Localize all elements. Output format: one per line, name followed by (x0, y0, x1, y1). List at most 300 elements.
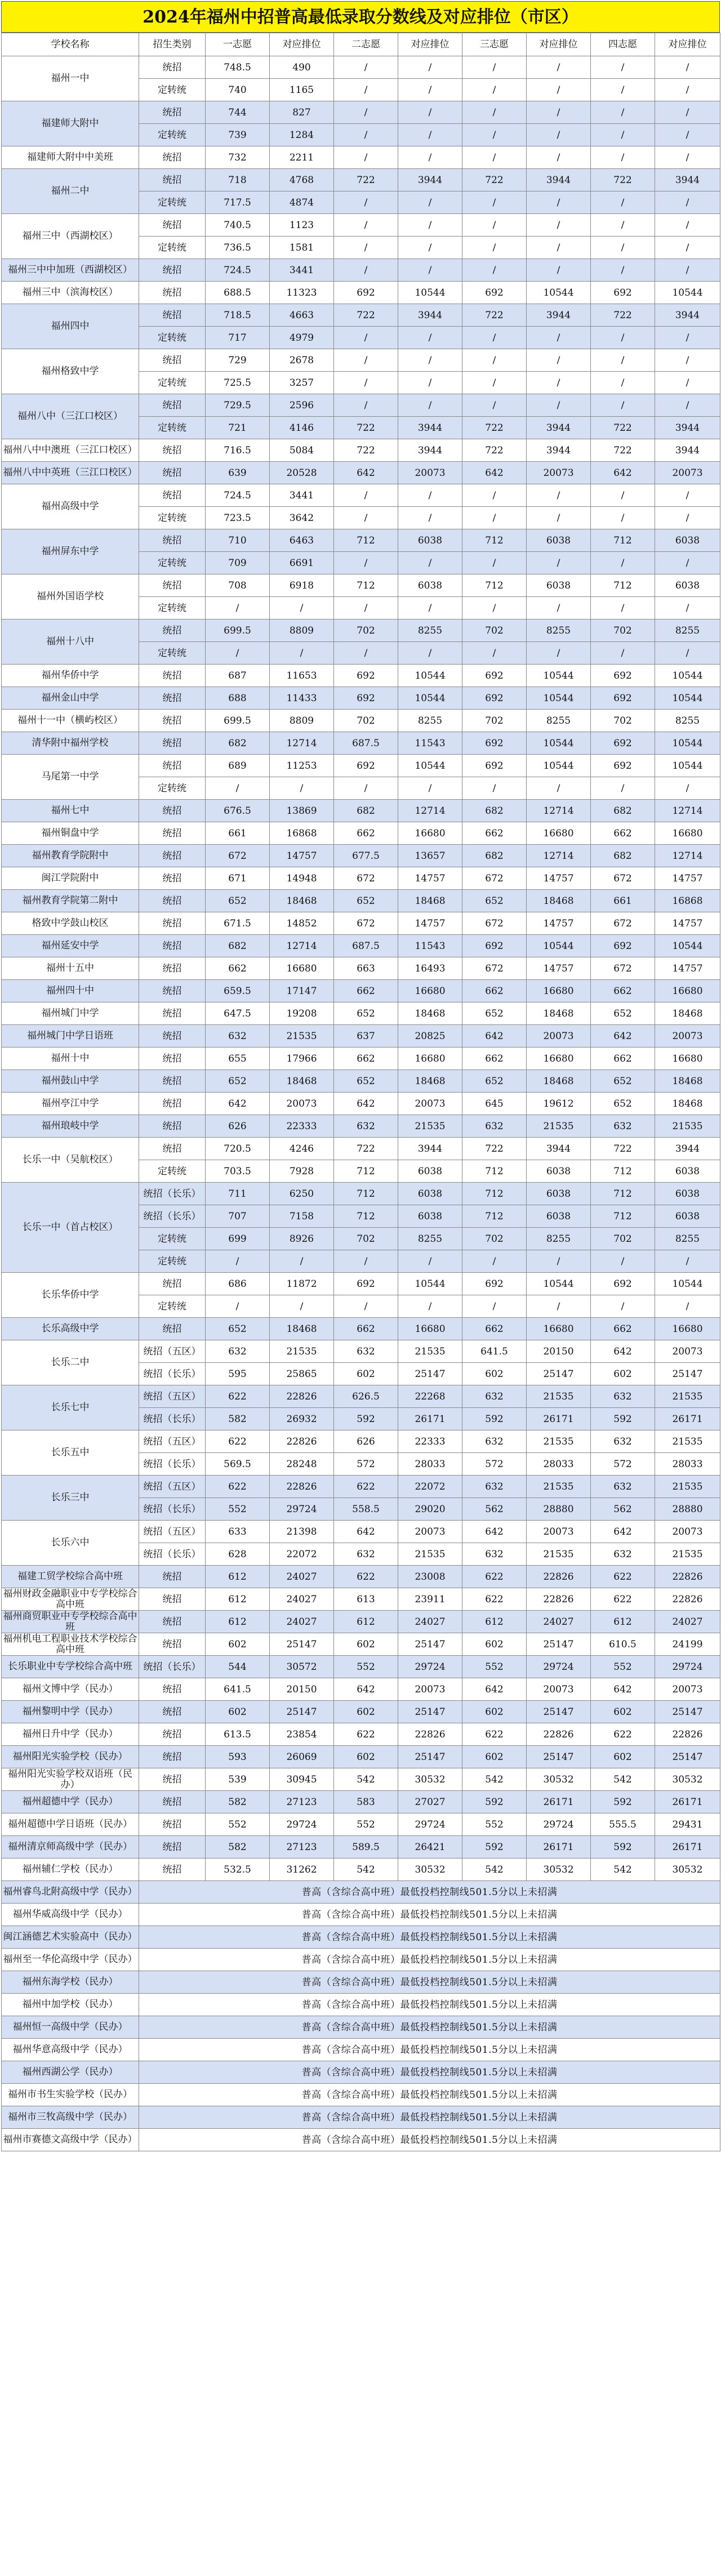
value-cell: 672 (206, 845, 270, 867)
value-cell: 641.5 (206, 1678, 270, 1701)
value-cell: 692 (591, 935, 655, 957)
value-cell: 722 (462, 1138, 527, 1160)
value-cell: 593 (206, 1746, 270, 1768)
value-cell: 662 (462, 980, 527, 1002)
school-name-cell: 福州城门中学 (2, 1002, 139, 1025)
value-cell: 6038 (655, 1205, 720, 1228)
value-cell: 682 (462, 800, 527, 822)
category-cell: 统招（长乐） (139, 1408, 206, 1430)
value-cell: 28880 (527, 1498, 591, 1521)
value-cell: 3944 (398, 417, 462, 439)
table-row (2, 439, 720, 462)
value-cell: 612 (206, 1566, 270, 1588)
value-cell: 662 (591, 1318, 655, 1340)
category-cell: 统招（长乐） (139, 1183, 206, 1205)
value-cell: 721 (206, 417, 270, 439)
category-cell: 定转统 (139, 191, 206, 214)
value-cell: 718.5 (206, 304, 270, 327)
value-cell: 722 (462, 417, 527, 439)
value-cell: 25147 (398, 1701, 462, 1723)
school-name-cell: 福州八中（三江口校区） (2, 394, 139, 439)
value-cell: / (398, 327, 462, 349)
category-cell: 统招 (139, 349, 206, 372)
value-cell: / (462, 79, 527, 101)
value-cell: 671.5 (206, 912, 270, 935)
value-cell: 8255 (527, 620, 591, 642)
value-cell: / (398, 79, 462, 101)
value-cell: 602 (462, 1633, 527, 1656)
school-name-cell: 福州阳光实验学校双语班（民办） (2, 1768, 139, 1791)
category-cell: 统招 (139, 822, 206, 845)
category-cell: 统招 (139, 1701, 206, 1723)
value-cell: 677.5 (334, 845, 398, 867)
category-cell: 统招 (139, 484, 206, 507)
value-cell: 632 (334, 1115, 398, 1138)
value-cell: 10544 (655, 282, 720, 304)
value-cell: 676.5 (206, 800, 270, 822)
value-cell: 3944 (398, 1138, 462, 1160)
table-row (2, 1340, 720, 1363)
value-cell: 592 (462, 1791, 527, 1813)
value-cell: 722 (591, 417, 655, 439)
value-cell: 652 (462, 890, 527, 912)
value-cell: / (527, 394, 591, 417)
value-cell: 672 (334, 867, 398, 890)
value-cell: 29020 (398, 1498, 462, 1521)
value-cell: 22826 (655, 1566, 720, 1588)
school-name-cell: 福州市三牧高级中学（民办） (2, 2106, 139, 2129)
note-cell: 普高（含综合高中班）最低投档控制线501.5分以上未招满 (139, 1926, 720, 1949)
value-cell: 712 (591, 1183, 655, 1205)
table-row (2, 755, 720, 777)
value-cell: / (398, 101, 462, 124)
category-cell: 统招（长乐） (139, 1205, 206, 1228)
value-cell: 632 (591, 1476, 655, 1498)
value-cell: / (270, 777, 334, 800)
value-cell: 3944 (527, 417, 591, 439)
table-row (2, 1002, 720, 1025)
school-name-cell: 福州八中中英班（三江口校区） (2, 462, 139, 484)
value-cell: 8255 (398, 620, 462, 642)
value-cell: 652 (206, 890, 270, 912)
value-cell: 7158 (270, 1205, 334, 1228)
category-cell: 定转统 (139, 372, 206, 394)
value-cell: / (591, 237, 655, 259)
table-row (2, 1476, 720, 1498)
school-name-cell: 福州四中 (2, 304, 139, 349)
value-cell: / (527, 552, 591, 574)
value-cell: / (527, 79, 591, 101)
school-name-cell: 福州教育学院附中 (2, 845, 139, 867)
value-cell: 24027 (398, 1611, 462, 1633)
value-cell: 722 (591, 304, 655, 327)
value-cell: / (398, 507, 462, 529)
value-cell: / (591, 1295, 655, 1318)
value-cell: 3944 (655, 169, 720, 191)
category-cell: 统招 (139, 800, 206, 822)
table-row (2, 1723, 720, 1746)
value-cell: 25147 (655, 1746, 720, 1768)
school-name-cell: 福州四十中 (2, 980, 139, 1002)
value-cell: 21535 (527, 1115, 591, 1138)
category-cell: 统招（长乐） (139, 1453, 206, 1476)
value-cell: 16680 (398, 980, 462, 1002)
value-cell: 21535 (527, 1476, 591, 1498)
table-row (2, 980, 720, 1002)
value-cell: 22333 (270, 1115, 334, 1138)
table-row (2, 957, 720, 980)
value-cell: 702 (334, 710, 398, 732)
value-cell: 632 (334, 1340, 398, 1363)
value-cell: / (591, 1250, 655, 1273)
table-row (2, 1633, 720, 1656)
value-cell: 709 (206, 552, 270, 574)
category-cell: 定转统 (139, 1295, 206, 1318)
value-cell: / (334, 1250, 398, 1273)
value-cell: 622 (206, 1476, 270, 1498)
category-cell: 统招 (139, 710, 206, 732)
value-cell: / (462, 349, 527, 372)
category-cell: 统招 (139, 732, 206, 755)
value-cell: 662 (334, 822, 398, 845)
value-cell: / (591, 507, 655, 529)
value-cell: 10544 (655, 665, 720, 687)
value-cell: 692 (462, 755, 527, 777)
value-cell: 716.5 (206, 439, 270, 462)
value-cell: 18468 (655, 1093, 720, 1115)
table-row (2, 101, 720, 124)
value-cell: / (206, 777, 270, 800)
value-cell: 672 (591, 867, 655, 890)
value-cell: 633 (206, 1521, 270, 1543)
value-cell: 711 (206, 1183, 270, 1205)
category-cell: 统招 (139, 1566, 206, 1588)
value-cell: 24027 (655, 1611, 720, 1633)
school-name-cell: 福建工贸学校综合高中班 (2, 1566, 139, 1588)
value-cell: 692 (591, 1273, 655, 1295)
header-rank-4: 对应排位 (655, 33, 720, 56)
value-cell: 14757 (655, 912, 720, 935)
value-cell: / (527, 484, 591, 507)
category-cell: 统招 (139, 574, 206, 597)
value-cell: 14757 (655, 957, 720, 980)
value-cell: / (398, 1295, 462, 1318)
category-cell: 定转统 (139, 507, 206, 529)
school-name-cell: 福州超德中学（民办） (2, 1791, 139, 1813)
value-cell: 720.5 (206, 1138, 270, 1160)
value-cell: 22826 (270, 1476, 334, 1498)
value-cell: 645 (462, 1093, 527, 1115)
value-cell: / (462, 237, 527, 259)
table-row (2, 1904, 720, 1926)
value-cell: / (398, 237, 462, 259)
note-cell: 普高（含综合高中班）最低投档控制线501.5分以上未招满 (139, 2129, 720, 2151)
value-cell: 20073 (398, 462, 462, 484)
school-name-cell: 福州鼓山中学 (2, 1070, 139, 1093)
value-cell: 22072 (398, 1476, 462, 1498)
table-row (2, 1926, 720, 1949)
header-choice-2: 二志愿 (334, 33, 398, 56)
value-cell: 689 (206, 755, 270, 777)
value-cell: 3642 (270, 507, 334, 529)
value-cell: 558.5 (334, 1498, 398, 1521)
value-cell: 10544 (527, 1273, 591, 1295)
header-rank-2: 对应排位 (398, 33, 462, 56)
value-cell: 20073 (270, 1093, 334, 1115)
value-cell: 722 (591, 1138, 655, 1160)
value-cell: 25147 (398, 1746, 462, 1768)
value-cell: / (591, 372, 655, 394)
value-cell: 552 (462, 1813, 527, 1836)
value-cell: / (398, 349, 462, 372)
category-cell: 统招 (139, 755, 206, 777)
table-row (2, 1588, 720, 1611)
value-cell: / (655, 507, 720, 529)
value-cell: 25147 (270, 1633, 334, 1656)
value-cell: 11543 (398, 935, 462, 957)
value-cell: 10544 (655, 732, 720, 755)
value-cell: / (655, 1250, 720, 1273)
value-cell: 11433 (270, 687, 334, 710)
value-cell: 712 (334, 1205, 398, 1228)
table-row (2, 845, 720, 867)
page-title: 2024年福州中招普高最低录取分数线及对应排位（市区） (1, 1, 720, 33)
category-cell: 统招 (139, 845, 206, 867)
table-row (2, 1836, 720, 1859)
value-cell: 26069 (270, 1746, 334, 1768)
value-cell: 622 (334, 1566, 398, 1588)
value-cell: / (591, 777, 655, 800)
school-name-cell: 福州一中 (2, 56, 139, 101)
school-name-cell: 福州中加学校（民办） (2, 1994, 139, 2016)
value-cell: 16680 (527, 1048, 591, 1070)
school-name-cell: 福州清京师高级中学（民办） (2, 1836, 139, 1859)
note-cell: 普高（含综合高中班）最低投档控制线501.5分以上未招满 (139, 1994, 720, 2016)
value-cell: 22826 (655, 1723, 720, 1746)
value-cell: 686 (206, 1273, 270, 1295)
value-cell: 8255 (527, 710, 591, 732)
value-cell: / (591, 124, 655, 146)
value-cell: 10544 (527, 282, 591, 304)
table-row (2, 146, 720, 169)
value-cell: / (527, 327, 591, 349)
value-cell: 3944 (655, 417, 720, 439)
table-row (2, 1859, 720, 1881)
value-cell: 692 (462, 665, 527, 687)
value-cell: 632 (206, 1025, 270, 1048)
value-cell: / (462, 1295, 527, 1318)
value-cell: 687.5 (334, 935, 398, 957)
value-cell: 702 (591, 620, 655, 642)
value-cell: 659.5 (206, 980, 270, 1002)
value-cell: 572 (591, 1453, 655, 1476)
value-cell: 542 (334, 1859, 398, 1881)
value-cell: / (398, 259, 462, 282)
value-cell: / (398, 191, 462, 214)
value-cell: / (655, 349, 720, 372)
value-cell: / (655, 642, 720, 665)
value-cell: 21535 (655, 1476, 720, 1498)
category-cell: 统招 (139, 394, 206, 417)
value-cell: 712 (462, 574, 527, 597)
school-name-cell: 福州十中 (2, 1048, 139, 1070)
value-cell: 602 (334, 1363, 398, 1385)
value-cell: 17966 (270, 1048, 334, 1070)
category-cell: 统招 (139, 1791, 206, 1813)
value-cell: 702 (462, 1228, 527, 1250)
value-cell: 6038 (527, 1160, 591, 1183)
value-cell: 19208 (270, 1002, 334, 1025)
header-category: 招生类别 (139, 33, 206, 56)
value-cell: 3944 (527, 1138, 591, 1160)
category-cell: 统招 (139, 439, 206, 462)
value-cell: 544 (206, 1656, 270, 1678)
value-cell: 24027 (270, 1588, 334, 1611)
value-cell: 20073 (655, 1340, 720, 1363)
value-cell: 18468 (527, 890, 591, 912)
value-cell: 628 (206, 1543, 270, 1566)
value-cell: 8255 (527, 1228, 591, 1250)
value-cell: 2596 (270, 394, 334, 417)
value-cell: 707 (206, 1205, 270, 1228)
school-name-cell: 长乐六中 (2, 1521, 139, 1566)
value-cell: 692 (334, 687, 398, 710)
value-cell: 6038 (398, 574, 462, 597)
value-cell: 717.5 (206, 191, 270, 214)
category-cell: 统招 (139, 146, 206, 169)
value-cell: / (334, 146, 398, 169)
table-row (2, 2016, 720, 2039)
value-cell: 14757 (527, 912, 591, 935)
school-name-cell: 福州商贸职业中专学校综合高中班 (2, 1611, 139, 1633)
value-cell: 642 (462, 1678, 527, 1701)
value-cell: 632 (334, 1543, 398, 1566)
value-cell: 642 (334, 1678, 398, 1701)
school-name-cell: 长乐一中（首占校区） (2, 1183, 139, 1273)
table-row (2, 1881, 720, 1904)
category-cell: 统招（五区） (139, 1340, 206, 1363)
value-cell: 647.5 (206, 1002, 270, 1025)
value-cell: / (270, 642, 334, 665)
category-cell: 统招 (139, 1746, 206, 1768)
school-name-cell: 福建师大附中 (2, 101, 139, 146)
value-cell: 29431 (655, 1813, 720, 1836)
value-cell: 18468 (398, 1002, 462, 1025)
category-cell: 统招 (139, 1070, 206, 1093)
table-row (2, 1048, 720, 1070)
value-cell: / (655, 79, 720, 101)
school-name-cell: 福州城门中学日语班 (2, 1025, 139, 1048)
value-cell: / (527, 777, 591, 800)
value-cell: / (655, 101, 720, 124)
category-cell: 统招 (139, 462, 206, 484)
category-cell: 统招（五区） (139, 1430, 206, 1453)
value-cell: 712 (462, 1205, 527, 1228)
value-cell: / (655, 1295, 720, 1318)
category-cell: 统招 (139, 214, 206, 237)
value-cell: 539 (206, 1768, 270, 1791)
table-row (2, 665, 720, 687)
value-cell: 11653 (270, 665, 334, 687)
value-cell: / (591, 101, 655, 124)
value-cell: 10544 (655, 755, 720, 777)
category-cell: 定转统 (139, 597, 206, 620)
value-cell: 22826 (527, 1588, 591, 1611)
school-name-cell: 福州屏东中学 (2, 529, 139, 574)
value-cell: 10544 (527, 732, 591, 755)
value-cell: 723.5 (206, 507, 270, 529)
value-cell: 16680 (655, 1318, 720, 1340)
note-cell: 普高（含综合高中班）最低投档控制线501.5分以上未招满 (139, 2039, 720, 2061)
value-cell: 14757 (270, 845, 334, 867)
value-cell: 14757 (398, 912, 462, 935)
value-cell: 662 (591, 1048, 655, 1070)
school-name-cell: 福州东海学校（民办） (2, 1971, 139, 1994)
value-cell: / (655, 327, 720, 349)
value-cell: 20073 (398, 1678, 462, 1701)
value-cell: 712 (591, 1160, 655, 1183)
value-cell: 663 (334, 957, 398, 980)
school-name-cell: 福州日升中学（民办） (2, 1723, 139, 1746)
value-cell: 20073 (398, 1093, 462, 1115)
value-cell: 582 (206, 1408, 270, 1430)
value-cell: 642 (591, 462, 655, 484)
value-cell: 6038 (398, 529, 462, 552)
value-cell: 622 (591, 1566, 655, 1588)
value-cell: 622 (206, 1385, 270, 1408)
value-cell: / (270, 1295, 334, 1318)
value-cell: 10544 (655, 687, 720, 710)
value-cell: 583 (334, 1791, 398, 1813)
value-cell: 21535 (270, 1025, 334, 1048)
value-cell: 14852 (270, 912, 334, 935)
school-name-cell: 福州教育学院第二附中 (2, 890, 139, 912)
value-cell: 6918 (270, 574, 334, 597)
value-cell: 20073 (655, 462, 720, 484)
value-cell: 25147 (270, 1701, 334, 1723)
value-cell: / (655, 372, 720, 394)
value-cell: 708 (206, 574, 270, 597)
school-name-cell: 长乐七中 (2, 1385, 139, 1430)
value-cell: 16868 (655, 890, 720, 912)
value-cell: 18468 (527, 1002, 591, 1025)
table-row (2, 214, 720, 237)
header-choice-4: 四志愿 (591, 33, 655, 56)
value-cell: / (334, 394, 398, 417)
value-cell: / (334, 484, 398, 507)
value-cell: 718 (206, 169, 270, 191)
value-cell: 30945 (270, 1768, 334, 1791)
value-cell: 612 (591, 1611, 655, 1633)
value-cell: 602 (334, 1633, 398, 1656)
table-row (2, 259, 720, 282)
table-row (2, 1971, 720, 1994)
value-cell: 699.5 (206, 620, 270, 642)
category-cell: 统招 (139, 1273, 206, 1295)
value-cell: 30532 (527, 1768, 591, 1791)
school-name-cell: 闽江涵德艺术实验高中（民办） (2, 1926, 139, 1949)
value-cell: 16493 (398, 957, 462, 980)
value-cell: / (206, 1250, 270, 1273)
table-row (2, 484, 720, 507)
value-cell: 612 (462, 1611, 527, 1633)
category-cell: 统招 (139, 259, 206, 282)
value-cell: 21535 (655, 1543, 720, 1566)
value-cell: 25147 (398, 1363, 462, 1385)
value-cell: 661 (591, 890, 655, 912)
category-cell: 统招 (139, 1813, 206, 1836)
header-choice-3: 三志愿 (462, 33, 527, 56)
